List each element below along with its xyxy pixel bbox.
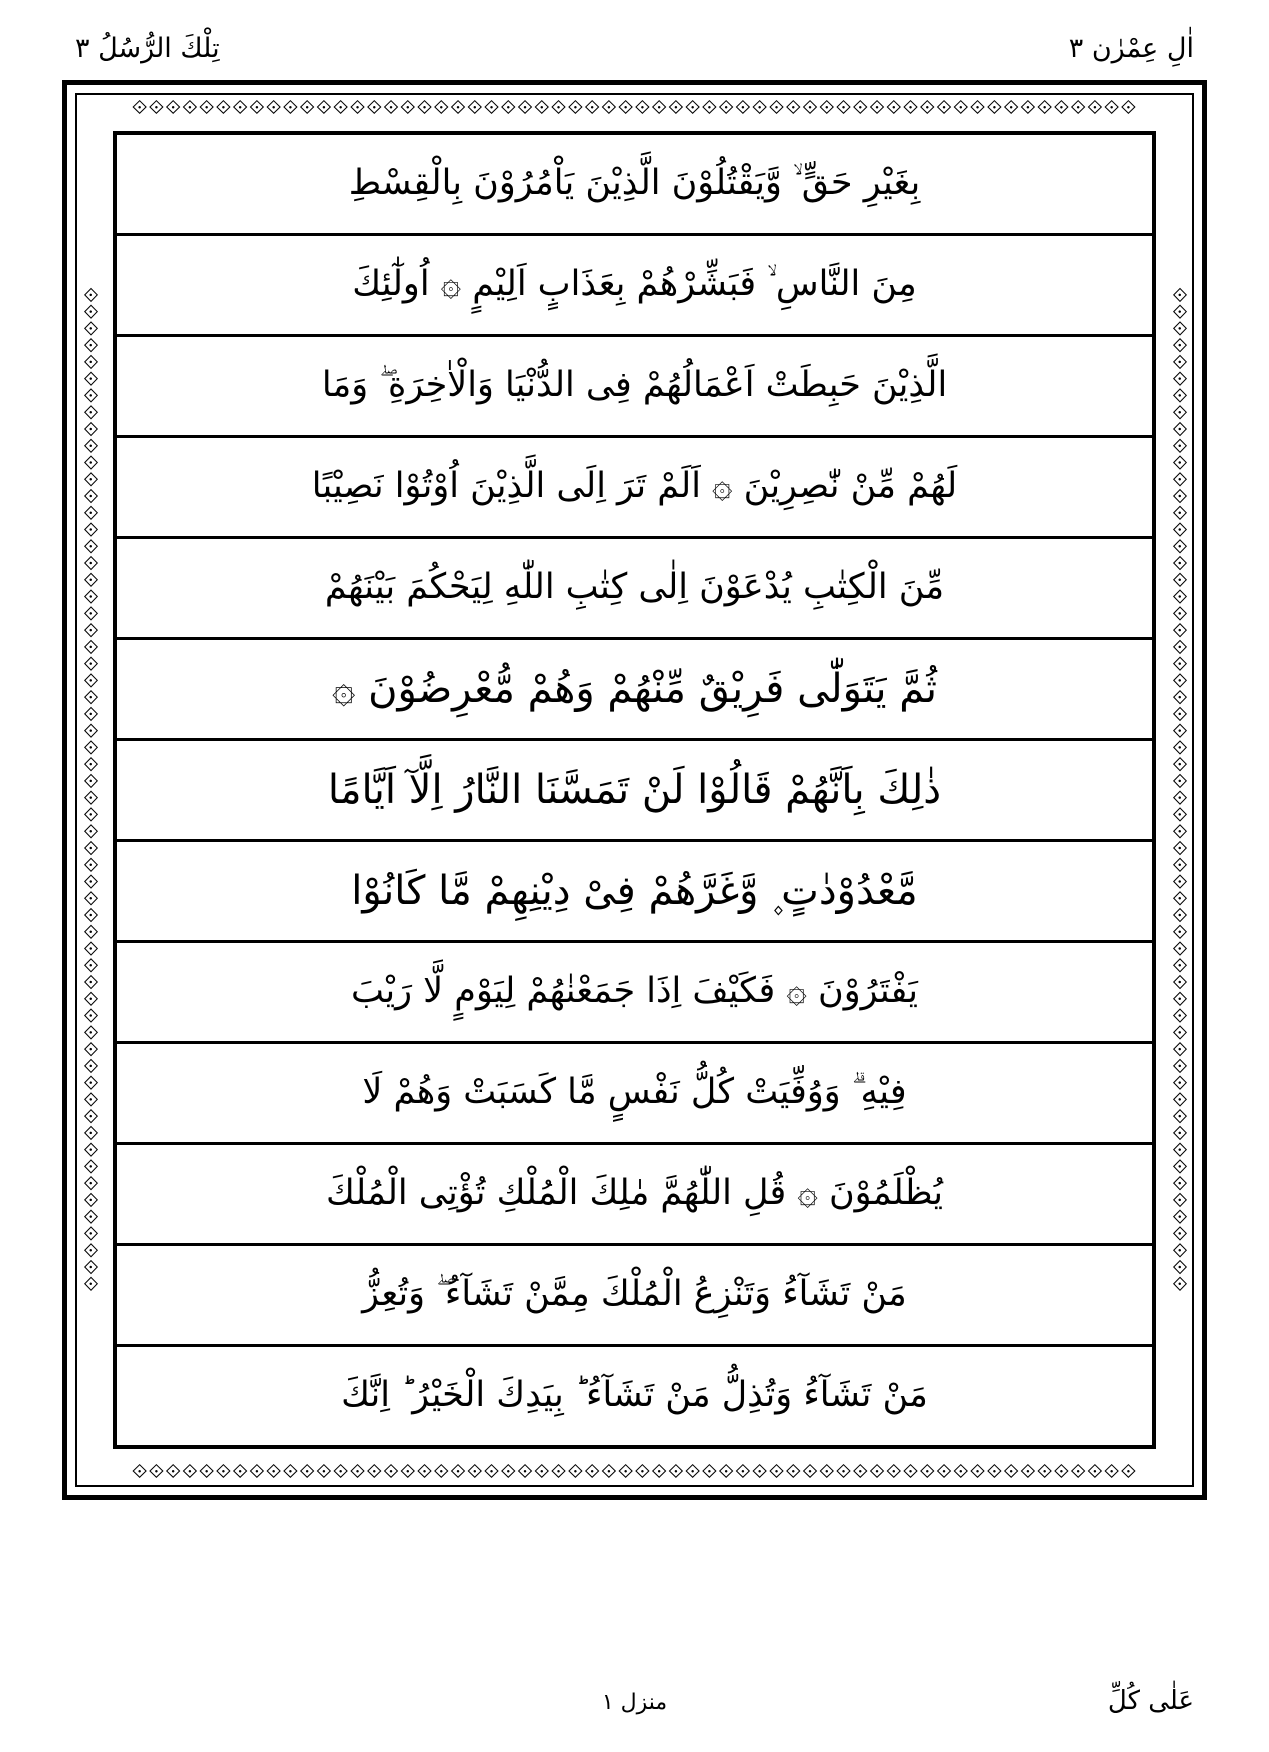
ayah-line-text: مَنْ تَشَآءُ وَتُذِلُّ مَنْ تَشَآءُ ؕ بِيَدِكَ الْخَيْرُ ؕ اِنَّكَ <box>341 1375 928 1416</box>
ayah-line <box>117 1347 1152 1445</box>
footer-catchword: عَلٰى كُلِّ <box>1107 1686 1194 1716</box>
ayah-line <box>117 1246 1152 1347</box>
ayah-line-text: يُظْلَمُوْنَ ۞ قُلِ اللّٰهُمَّ مٰلِكَ الْمُلْكِ تُؤْتِى الْمُلْكَ <box>325 1173 944 1214</box>
page-footer <box>75 1686 1194 1726</box>
ornament-left: ⟐⟐⟐⟐⟐⟐⟐⟐⟐⟐⟐⟐⟐⟐⟐⟐⟐⟐⟐⟐⟐⟐⟐⟐⟐⟐⟐⟐⟐⟐⟐⟐⟐⟐⟐⟐⟐⟐⟐⟐⟐⟐⟐⟐⟐⟐⟐⟐⟐⟐⟐⟐⟐⟐⟐⟐⟐⟐⟐⟐ <box>79 287 103 1293</box>
header-juz-label: تِلْكَ الرُّسُلُ ٣ <box>75 32 220 64</box>
ayah-line-text: الَّذِيْنَ حَبِطَتْ اَعْمَالُهُمْ فِى الدُّنْيَا وَالْاٰخِرَةِ ۖ وَمَا <box>321 365 948 406</box>
header-surah-label: اٰلِ عِمْرٰن ٣ <box>1068 32 1194 64</box>
ornament-right: ⟐⟐⟐⟐⟐⟐⟐⟐⟐⟐⟐⟐⟐⟐⟐⟐⟐⟐⟐⟐⟐⟐⟐⟐⟐⟐⟐⟐⟐⟐⟐⟐⟐⟐⟐⟐⟐⟐⟐⟐⟐⟐⟐⟐⟐⟐⟐⟐⟐⟐⟐⟐⟐⟐⟐⟐⟐⟐⟐⟐ <box>1168 287 1192 1293</box>
ayah-line <box>117 1145 1152 1246</box>
ayah-line <box>117 1044 1152 1145</box>
ayah-line-text: بِغَيْرِ حَقٍّ ۙ وَّيَقْتُلُوْنَ الَّذِيْنَ يَاْمُرُوْنَ بِالْقِسْطِ <box>348 163 921 204</box>
ayah-line <box>117 741 1152 842</box>
ayah-line <box>117 842 1152 943</box>
frame-ornament-border <box>75 93 1194 1487</box>
ayah-line-text: يَفْتَرُوْنَ ۞ فَكَيْفَ اِذَا جَمَعْنٰهُمْ لِيَوْمٍ لَّا رَيْبَ <box>351 971 918 1012</box>
ayah-line <box>117 943 1152 1044</box>
text-frame <box>113 131 1156 1449</box>
decorative-frame <box>62 80 1207 1500</box>
ayah-line <box>117 236 1152 337</box>
ayah-line <box>117 337 1152 438</box>
ayah-line-text: لَهُمْ مِّنْ نّٰصِرِيْنَ ۞ اَلَمْ تَرَ اِلَى الَّذِيْنَ اُوْتُوْا نَصِيْبًا <box>311 466 958 507</box>
ayah-line-list <box>117 135 1152 1445</box>
ayah-line-text: فِيْهِ ۗ وَوُفِّيَتْ كُلُّ نَفْسٍ مَّا كَسَبَتْ وَهُمْ لَا <box>362 1072 907 1113</box>
ornament-bottom: ⟐⟐⟐⟐⟐⟐⟐⟐⟐⟐⟐⟐⟐⟐⟐⟐⟐⟐⟐⟐⟐⟐⟐⟐⟐⟐⟐⟐⟐⟐⟐⟐⟐⟐⟐⟐⟐⟐⟐⟐⟐⟐⟐⟐⟐⟐⟐⟐⟐⟐⟐⟐⟐⟐⟐⟐⟐⟐⟐⟐ <box>131 1459 1138 1483</box>
ayah-line-text: مِنَ النَّاسِ ۙ فَبَشِّرْهُمْ بِعَذَابٍ اَلِيْمٍ ۞ اُولٰٓئِكَ <box>352 264 917 305</box>
page-header <box>75 28 1194 68</box>
ayah-line-text: ثُمَّ يَتَوَلّٰى فَرِيْقٌ مِّنْهُمْ وَهُمْ مُّعْرِضُوْنَ ۞ <box>332 666 937 712</box>
ayah-line-text: ذٰلِكَ بِاَنَّهُمْ قَالُوْا لَنْ تَمَسَّنَا النَّارُ اِلَّآ اَيَّامًا <box>327 767 942 813</box>
ayah-line <box>117 135 1152 236</box>
footer-manzil-label: منزل ١ <box>601 1690 668 1715</box>
ayah-line-text: مَّعْدُوْدٰتٍ ۪ وَّغَرَّهُمْ فِىْ دِيْنِهِمْ مَّا كَانُوْا <box>351 868 918 914</box>
ornament-top: ⟐⟐⟐⟐⟐⟐⟐⟐⟐⟐⟐⟐⟐⟐⟐⟐⟐⟐⟐⟐⟐⟐⟐⟐⟐⟐⟐⟐⟐⟐⟐⟐⟐⟐⟐⟐⟐⟐⟐⟐⟐⟐⟐⟐⟐⟐⟐⟐⟐⟐⟐⟐⟐⟐⟐⟐⟐⟐⟐⟐ <box>131 95 1138 119</box>
ayah-line <box>117 438 1152 539</box>
ayah-line-text: مِّنَ الْكِتٰبِ يُدْعَوْنَ اِلٰى كِتٰبِ اللّٰهِ لِيَحْكُمَ بَيْنَهُمْ <box>324 567 945 608</box>
ayah-line <box>117 539 1152 640</box>
ayah-line-text: مَنْ تَشَآءُ وَتَنْزِعُ الْمُلْكَ مِمَّنْ تَشَآءُ ۖ وَتُعِزُّ <box>362 1274 907 1315</box>
ayah-line <box>117 640 1152 741</box>
